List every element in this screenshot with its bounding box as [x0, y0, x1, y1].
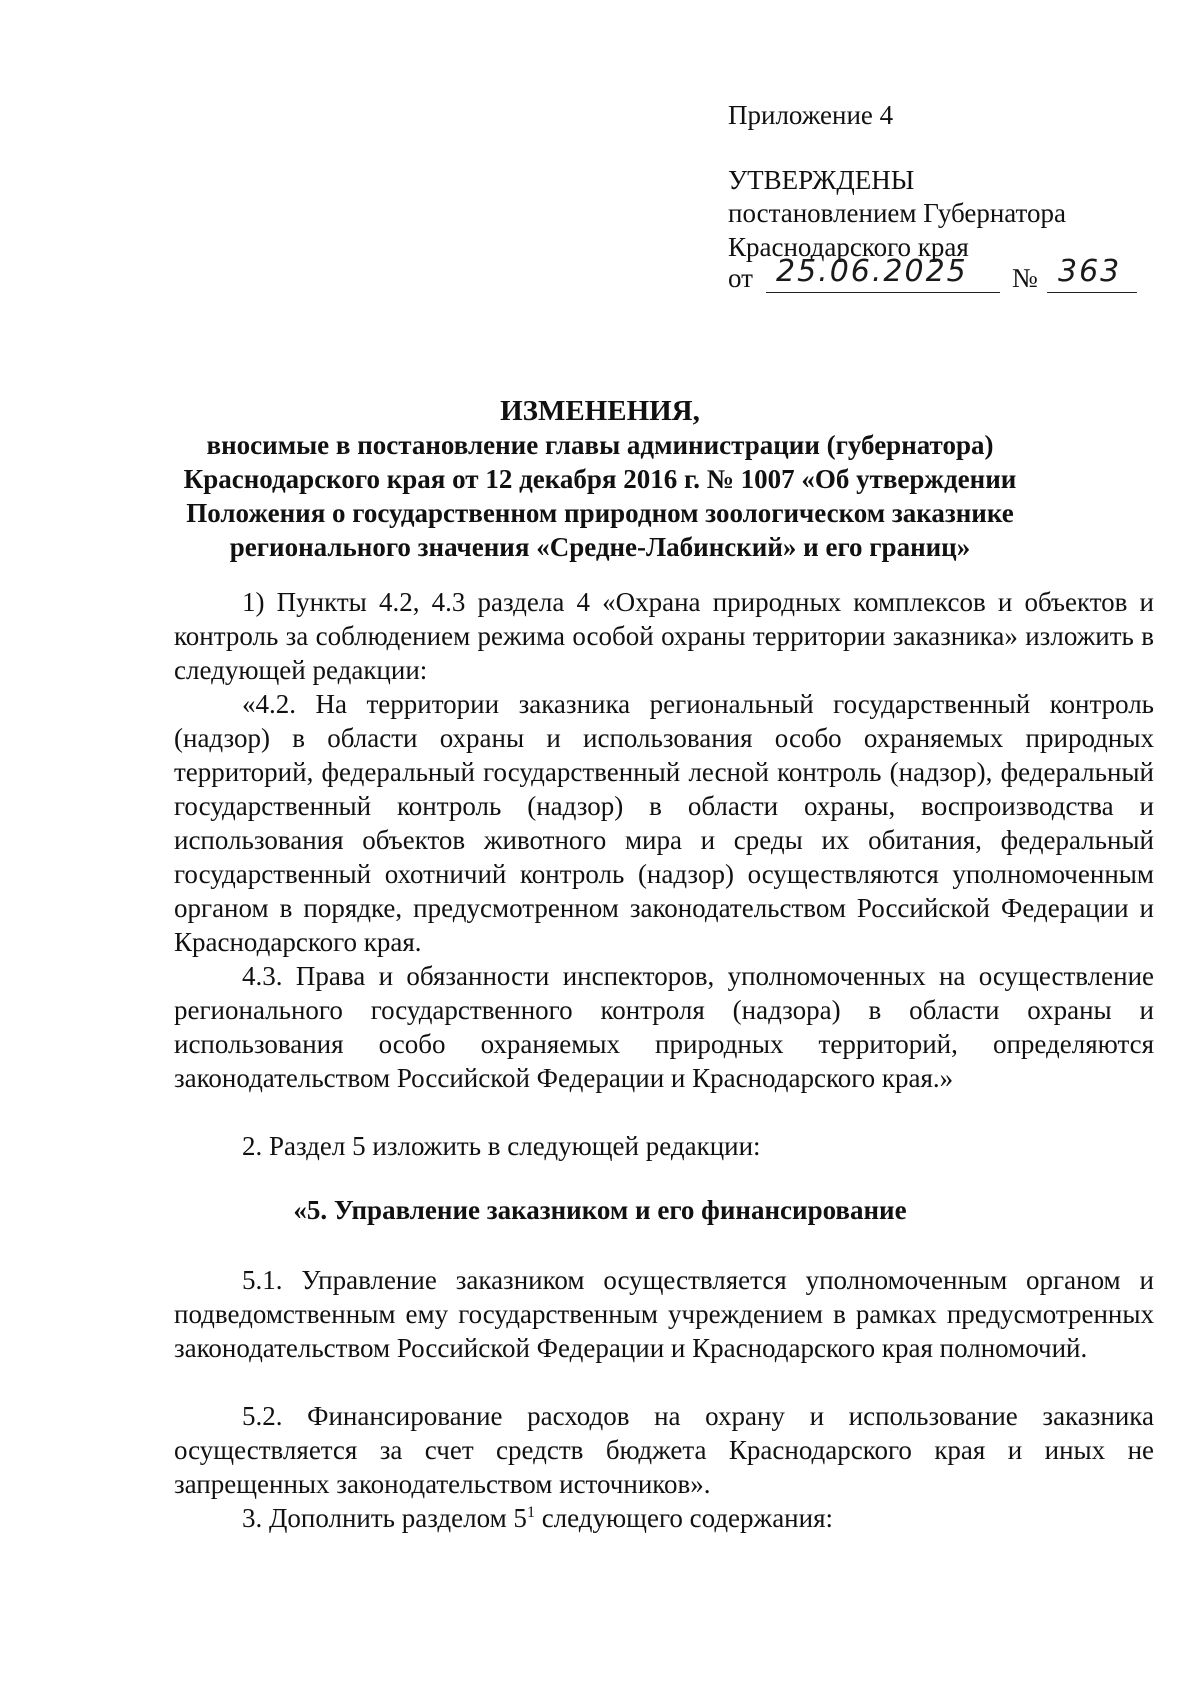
number-prefix: № — [1012, 263, 1038, 293]
date-prefix: от — [728, 263, 753, 293]
appendix-label: Приложение 4 — [728, 100, 894, 130]
paragraph-3-text-a: 3. Дополнить разделом 5 — [242, 1503, 527, 1533]
paragraph-2: 2. Раздел 5 изложить в следующей редакции: — [242, 1131, 761, 1161]
date-underline — [766, 292, 1000, 293]
title-line-4: регионального значения «Средне-Лабинский» и его границ» — [229, 532, 971, 562]
paragraph-1: 1) Пункты 4.2, 4.3 раздела 4 «Охрана природных комплексов и объектов и контроль за соблюдением режима особой охраны территории заказника» изложить в следующей редакции: — [174, 587, 1154, 685]
section-superscript: 1 — [526, 1504, 535, 1521]
paragraph-3 — [174, 1501, 1154, 1535]
document-heading: ИЗМЕНЕНИЯ, — [500, 395, 700, 427]
section-5-title: «5. Управление заказником и его финансирование — [293, 1195, 907, 1225]
number-underline — [1047, 292, 1137, 293]
handwritten-date: 25.06.2025 — [776, 254, 968, 289]
paragraph-5-1: 5.1. Управление заказником осуществляется уполномоченным органом и подведомственным ему государственным учреждением в рамках предусмотренных законодательством Российской Федерации и Краснодарского края полномочий. — [174, 1265, 1154, 1363]
title-line-3: Положения о государственном природном зоологическом заказнике — [186, 498, 1014, 528]
paragraph-5-2: 5.2. Финансирование расходов на охрану и использование заказника осуществляется за счет средств бюджета Краснодарского края и иных не запрещенных законодательством источников». — [174, 1401, 1154, 1499]
title-line-1: вносимые в постановление главы администрации (губернатора) — [206, 430, 994, 460]
region-line: Краснодарского края — [728, 232, 969, 262]
paragraph-4-2: «4.2. На территории заказника региональный государственный контроль (надзор) в области охраны и использования особо охраняемых природных территорий, федеральный государственный лесной контроль (надзор), федеральный государственный контроль (надзор) в области охраны, воспроизводства и использования объектов животного мира и среды их обитания, федеральный государственный охотничий контроль (надзор) осуществляются уполномоченным органом в порядке, предусмотренном законодательством Российской Федерации и Краснодарского края. — [174, 689, 1154, 957]
title-line-2: Краснодарского края от 12 декабря 2016 г. № 1007 «Об утверждении — [183, 464, 1017, 494]
paragraph-4-3: 4.3. Права и обязанности инспекторов, уполномоченных на осуществление регионального государственного контроля (надзора) в области охраны и использования особо охраняемых природных территорий, определяются законодательством Российской Федерации и Краснодарского края.» — [174, 961, 1154, 1093]
handwritten-number: 363 — [1058, 254, 1122, 289]
paragraph-3-text-b: следующего содержания: — [534, 1503, 833, 1533]
approved-by-line: постановлением Губернатора — [728, 198, 1066, 228]
approved-label: УТВЕРЖДЕНЫ — [728, 165, 915, 195]
